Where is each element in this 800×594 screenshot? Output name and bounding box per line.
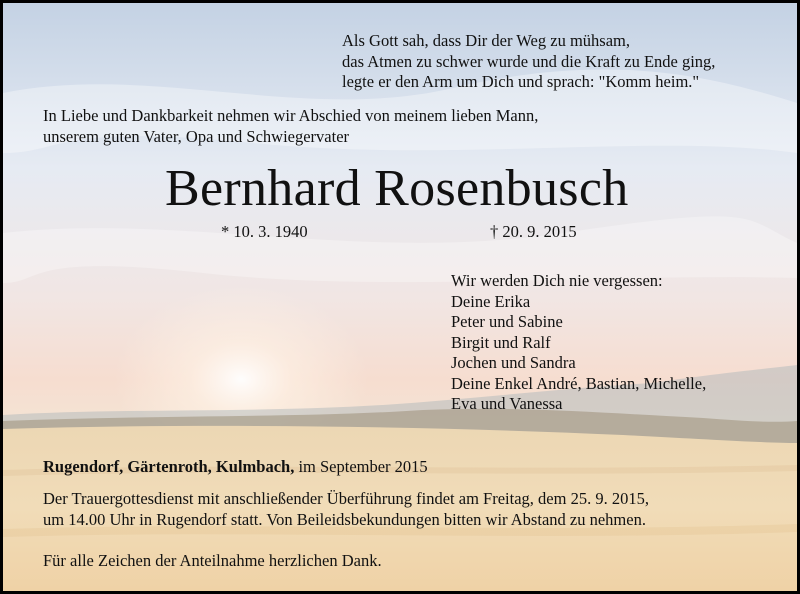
notice-date: im September 2015 <box>294 457 428 476</box>
thanks-line: Für alle Zeichen der Anteilnahme herzlichen Dank. <box>43 551 382 570</box>
family-line: Jochen und Sandra <box>451 353 576 372</box>
family-line: Wir werden Dich nie vergessen: <box>451 271 663 290</box>
family-line: Eva und Vanessa <box>451 394 563 413</box>
family-line: Deine Enkel André, Bastian, Michelle, <box>451 373 707 393</box>
poem-line: das Atmen zu schwer wurde und die Kraft zu Ende ging, <box>342 51 716 71</box>
poem <box>342 31 715 93</box>
towns: Rugendorf, Gärtenroth, Kulmbach, <box>43 457 295 476</box>
family-line: Deine Erika <box>451 291 531 311</box>
poem-line: Als Gott sah, dass Dir der Weg zu mühsam, <box>342 31 630 50</box>
intro-line: In Liebe und Dankbarkeit nehmen wir Abschied von meinem lieben Mann, <box>43 106 539 125</box>
funeral-service-info <box>43 489 649 530</box>
birth-date: * 10. 3. 1940 <box>221 222 308 241</box>
service-line: Der Trauergottesdienst mit anschließender Überführung findet am Freitag, dem 25. 9. 2015, <box>43 489 649 508</box>
family-signatures <box>451 271 706 415</box>
place-and-date <box>43 457 428 478</box>
intro-line: unserem guten Vater, Opa und Schwiegervater <box>43 126 350 146</box>
service-line: um 14.00 Uhr in Rugendorf statt. Von Beileidsbekundungen bitten wir Abstand zu nehmen. <box>43 509 646 529</box>
family-line: Birgit und Ralf <box>451 332 551 352</box>
poem-line: legte er den Arm um Dich und sprach: "Komm heim." <box>342 72 700 91</box>
farewell-intro <box>43 106 538 147</box>
deceased-name: Bernhard Rosenbusch <box>165 160 629 217</box>
death-date: † 20. 9. 2015 <box>490 222 577 241</box>
family-line: Peter und Sabine <box>451 312 563 331</box>
